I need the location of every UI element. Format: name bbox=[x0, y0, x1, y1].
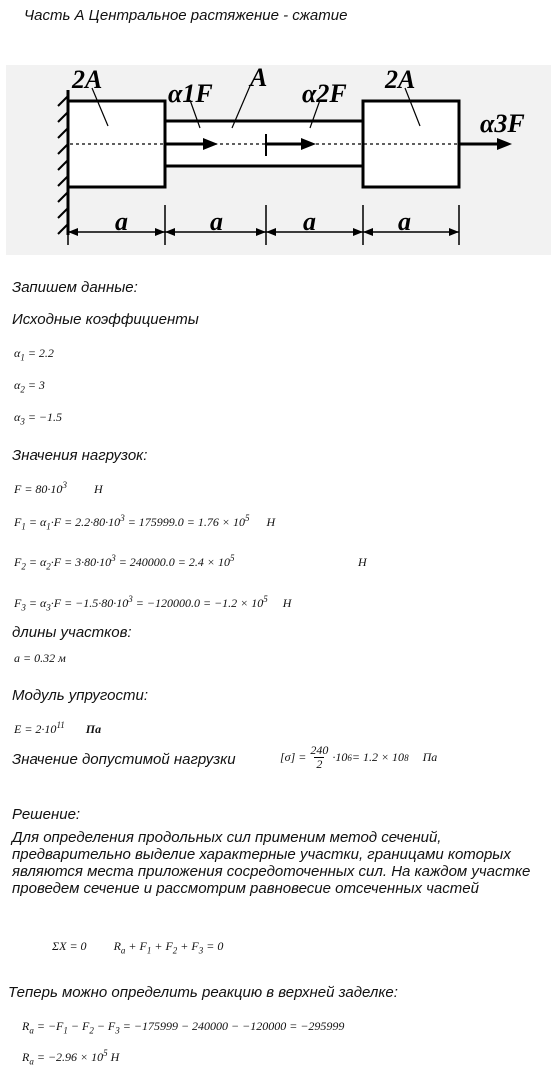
heading-coefficients: Исходные коэффициенты bbox=[12, 311, 199, 328]
formula-reaction-2: $R_a = -2.96 \times 10^5$ H bbox=[22, 1048, 120, 1067]
formula-F2: $F_2 = \alpha_2\cdot F = 3\cdot 80\cdot 10^3 = 240000.0 = 2.4 \times 10^5$ bbox=[14, 553, 235, 572]
label-f2: α2F bbox=[302, 79, 347, 108]
coef-a1: $\alpha_1 = 2.2$ bbox=[14, 346, 54, 363]
formula-F3: $F_3 = \alpha_3\cdot F = -1.5\cdot 80\cdot 10^3 = -120000.0 = -1.2 \times 10^5$ H bbox=[14, 594, 292, 613]
heading-lengths: длины участков: bbox=[12, 624, 132, 641]
formula-F2-unit: H bbox=[358, 555, 367, 569]
heading-write-data: Запишем данные: bbox=[12, 279, 138, 296]
label-right-area: 2A bbox=[385, 65, 416, 94]
heading-reaction: Теперь можно определить реакцию в верхней заделке: bbox=[8, 984, 398, 1001]
heading-solution: Решение: bbox=[12, 806, 81, 823]
segment-label-1: a bbox=[115, 207, 128, 236]
solution-paragraph: Для определения продольных сил применим метод сечений, предварительно выделие характерные участки, границами которых являются места приложения сосредоточенных сил. На каждом участке проведем сечение и рассмотрим равновесие отсеченных частей bbox=[12, 829, 531, 897]
formula-equilibrium: ΣX = 0 $R_a + F_1 + F_2 + F_3 = 0$ bbox=[52, 939, 224, 956]
coef-a2: $\alpha_2 = 3$ bbox=[14, 378, 45, 395]
label-f3: α3F bbox=[480, 109, 525, 138]
formula-F1: $F_1 = \alpha_1\cdot F = 2.2\cdot 80\cdot 10^3 = 175999.0 = 1.76 \times 10^5$ H bbox=[14, 513, 276, 532]
label-left-area: 2A bbox=[72, 65, 103, 94]
formula-allowable: [σ] = $\frac{240}{2}$ ·10 6 = 1.2 × 10 8 Па bbox=[280, 743, 438, 771]
label-mid-area: A bbox=[250, 63, 268, 92]
formula-reaction-1: $R_a = -F_1 - F_2 - F_3 = -175999 - 240000 - -120000 = -295999$ bbox=[22, 1019, 345, 1036]
coef-a3: $\alpha_3 = -1.5$ bbox=[14, 410, 63, 427]
formula-F: $F = 80\cdot 10^3$ H bbox=[14, 480, 103, 496]
segment-label-2: a bbox=[210, 207, 223, 236]
label-f1: α1F bbox=[168, 79, 213, 108]
page-title: Часть А Центральное растяжение - сжатие bbox=[24, 7, 348, 24]
heading-loads: Значения нагрузок: bbox=[12, 447, 148, 464]
formula-modulus: $E = 2\cdot 10^{11}$ Па bbox=[14, 720, 102, 736]
heading-allowable: Значение допустимой нагрузки bbox=[12, 751, 236, 768]
heading-modulus: Модуль упругости: bbox=[12, 687, 148, 704]
segment-label-3: a bbox=[303, 207, 316, 236]
segment-label-4: a bbox=[398, 207, 411, 236]
bar-diagram bbox=[0, 60, 556, 260]
formula-length: a = 0.32 м bbox=[14, 651, 66, 665]
